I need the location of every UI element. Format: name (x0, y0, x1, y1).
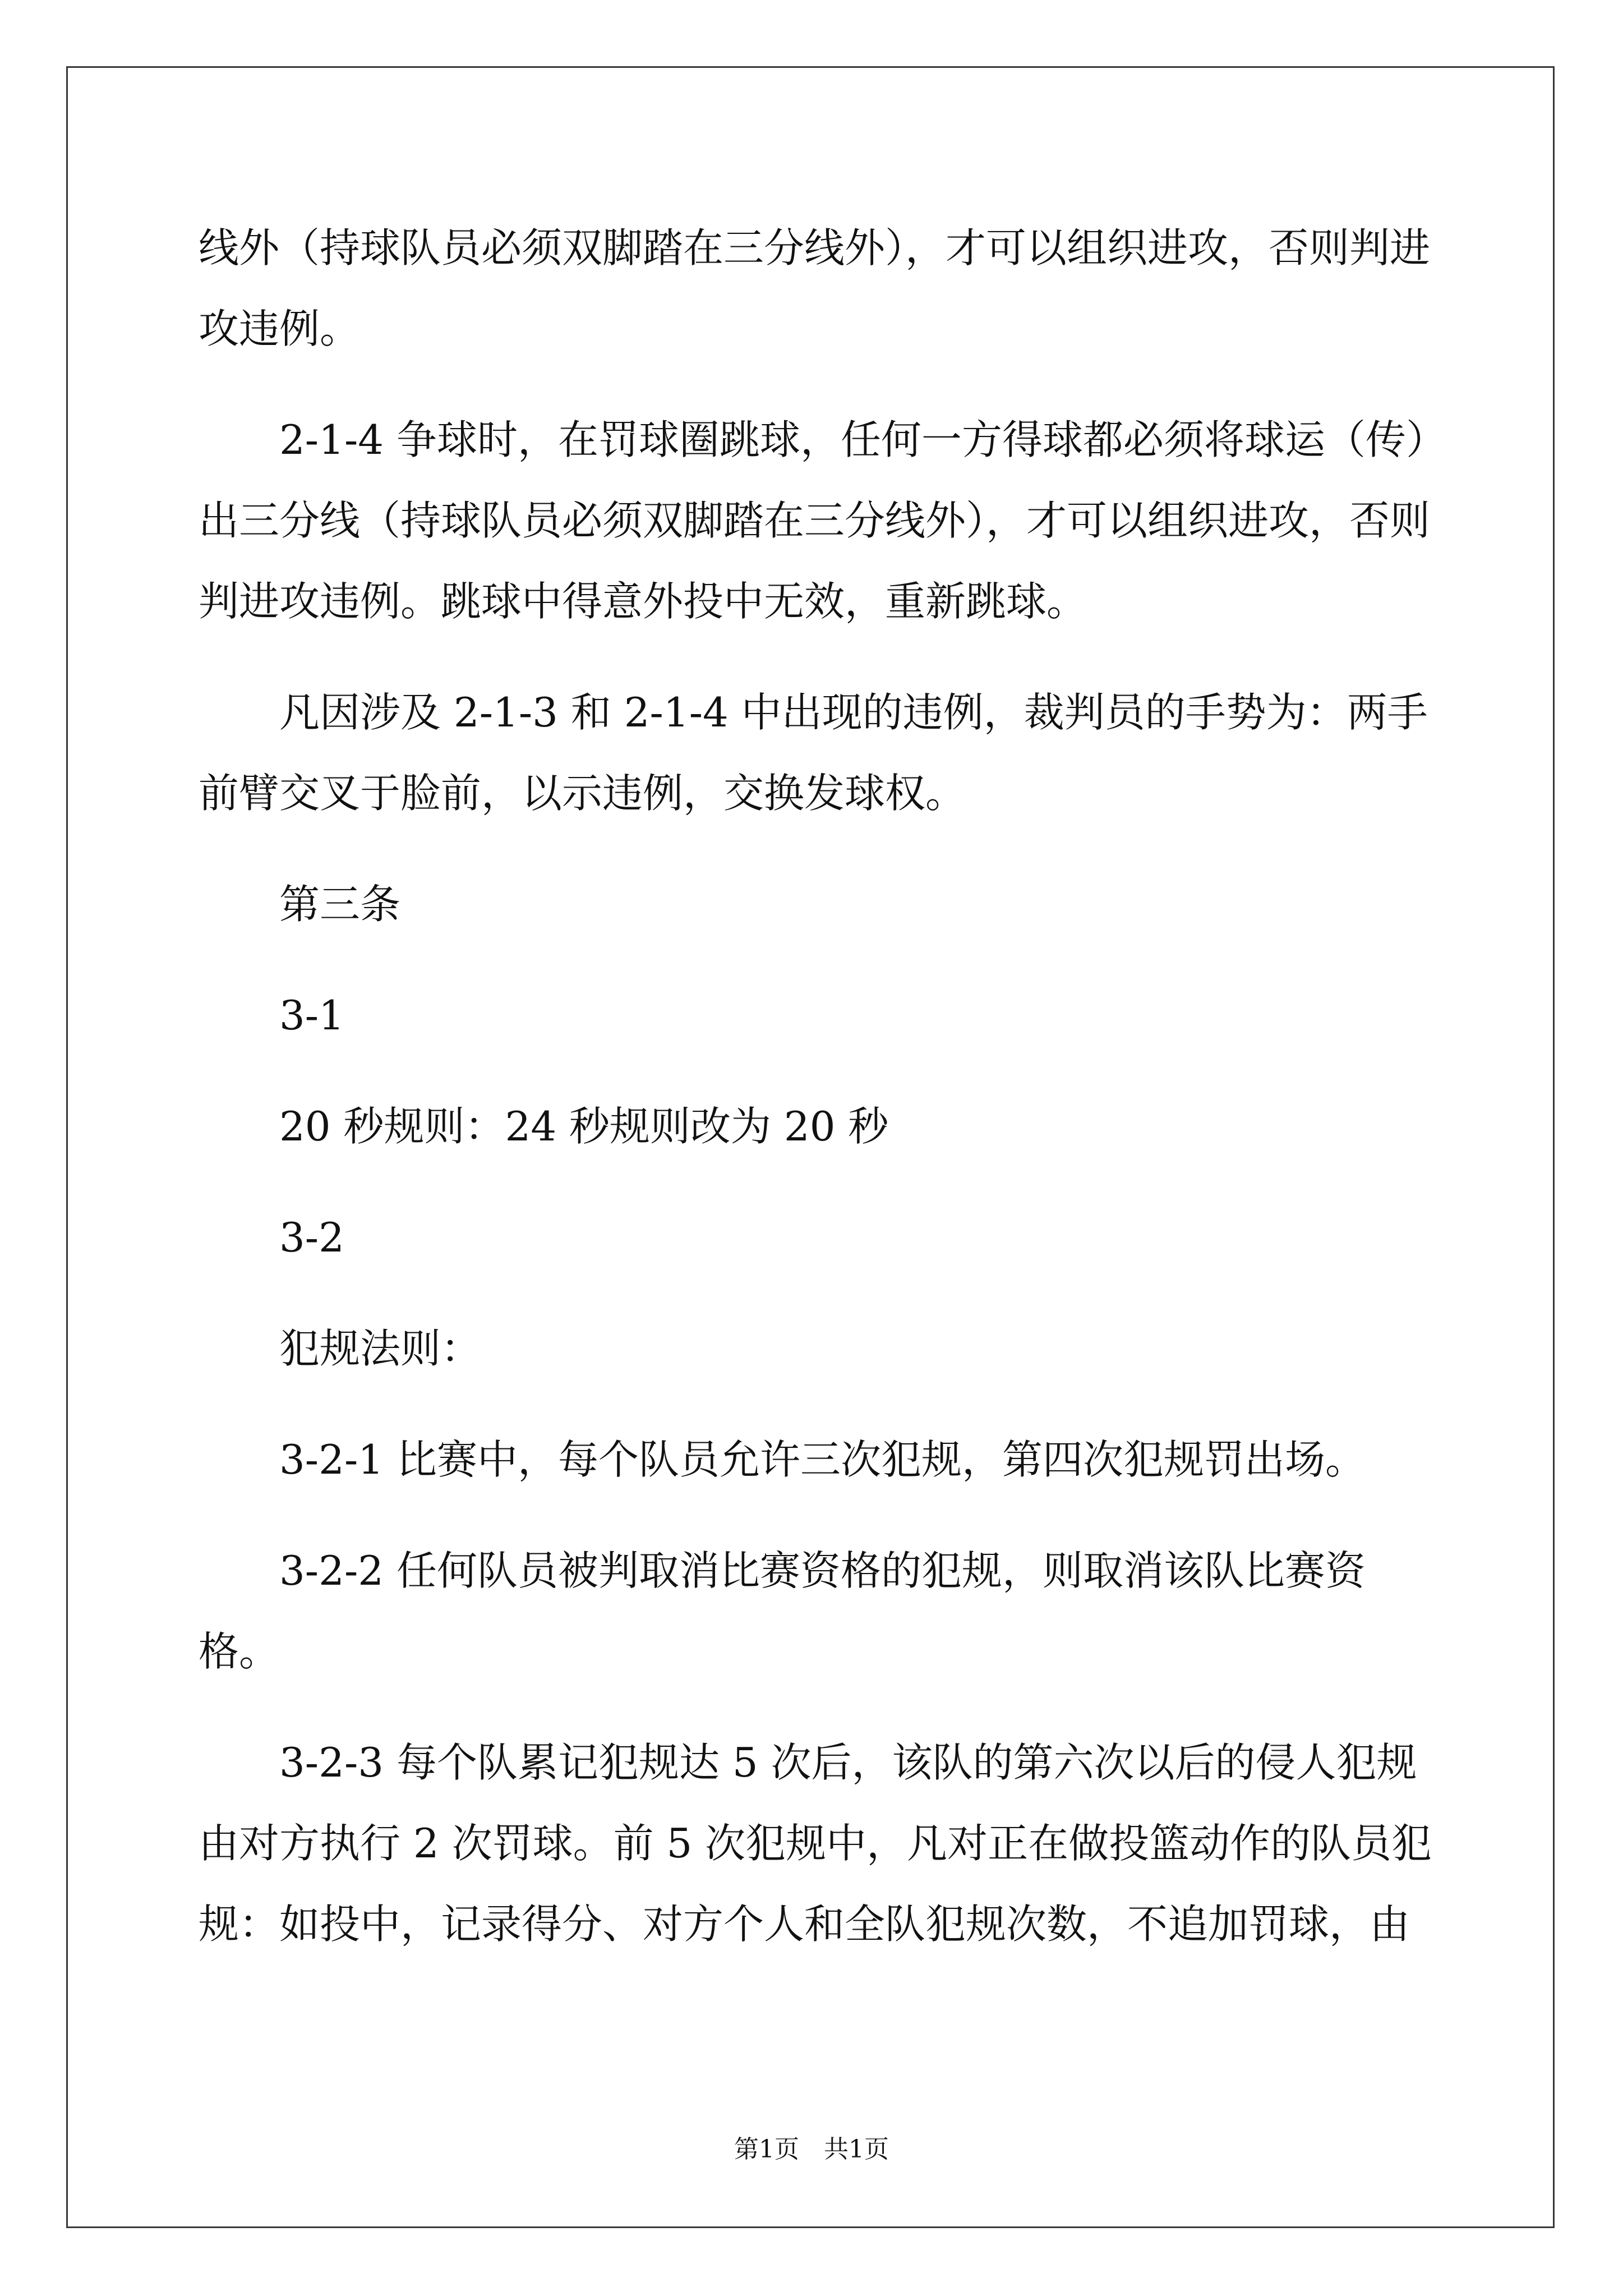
clause-number: 3-2 (279, 1214, 344, 1261)
paragraph: 线外（持球队员必须双脚踏在三分线外），才可以组织进攻，否则判进攻违例。 (199, 224, 1431, 352)
paragraph: 3-2-3 每个队累记犯规达 5 次后，该队的第六次以后的侵人犯规由对方执行 2 次罚球。前 5 次犯规中，凡对正在做投篮动作的队员犯规：如投中，记录得分、对方个人和全队犯规次数，不追加罚球，由 (199, 1739, 1432, 1948)
section-heading: 第三条 (279, 881, 401, 928)
clause-number: 3-1 (279, 992, 344, 1039)
paragraph: 犯规法则： (279, 1325, 482, 1372)
paragraph: 20 秒规则：24 秒规则改为 20 秒 (279, 1103, 889, 1150)
paragraph: 3-2-1 比赛中，每个队员允许三次犯规，第四次犯规罚出场。 (279, 1436, 1366, 1483)
paragraph: 3-2-2 任何队员被判取消比赛资格的犯规，则取消该队比赛资格。 (199, 1547, 1366, 1675)
document-body (199, 208, 1432, 1995)
paragraph: 2-1-4 争球时，在罚球圈跳球，任何一方得球都必须将球运（传）出三分线（持球队员必须双脚踏在三分线外），才可以组织进攻，否则判进攻违例。跳球中得意外投中无效，重新跳球。 (199, 416, 1431, 625)
paragraph: 凡因涉及 2-1-3 和 2-1-4 中出现的违例，裁判员的手势为：两手前臂交叉于脸前，以示违例，交换发球权。 (199, 689, 1428, 817)
page-footer: 第1页 共1页 (734, 2135, 889, 2164)
